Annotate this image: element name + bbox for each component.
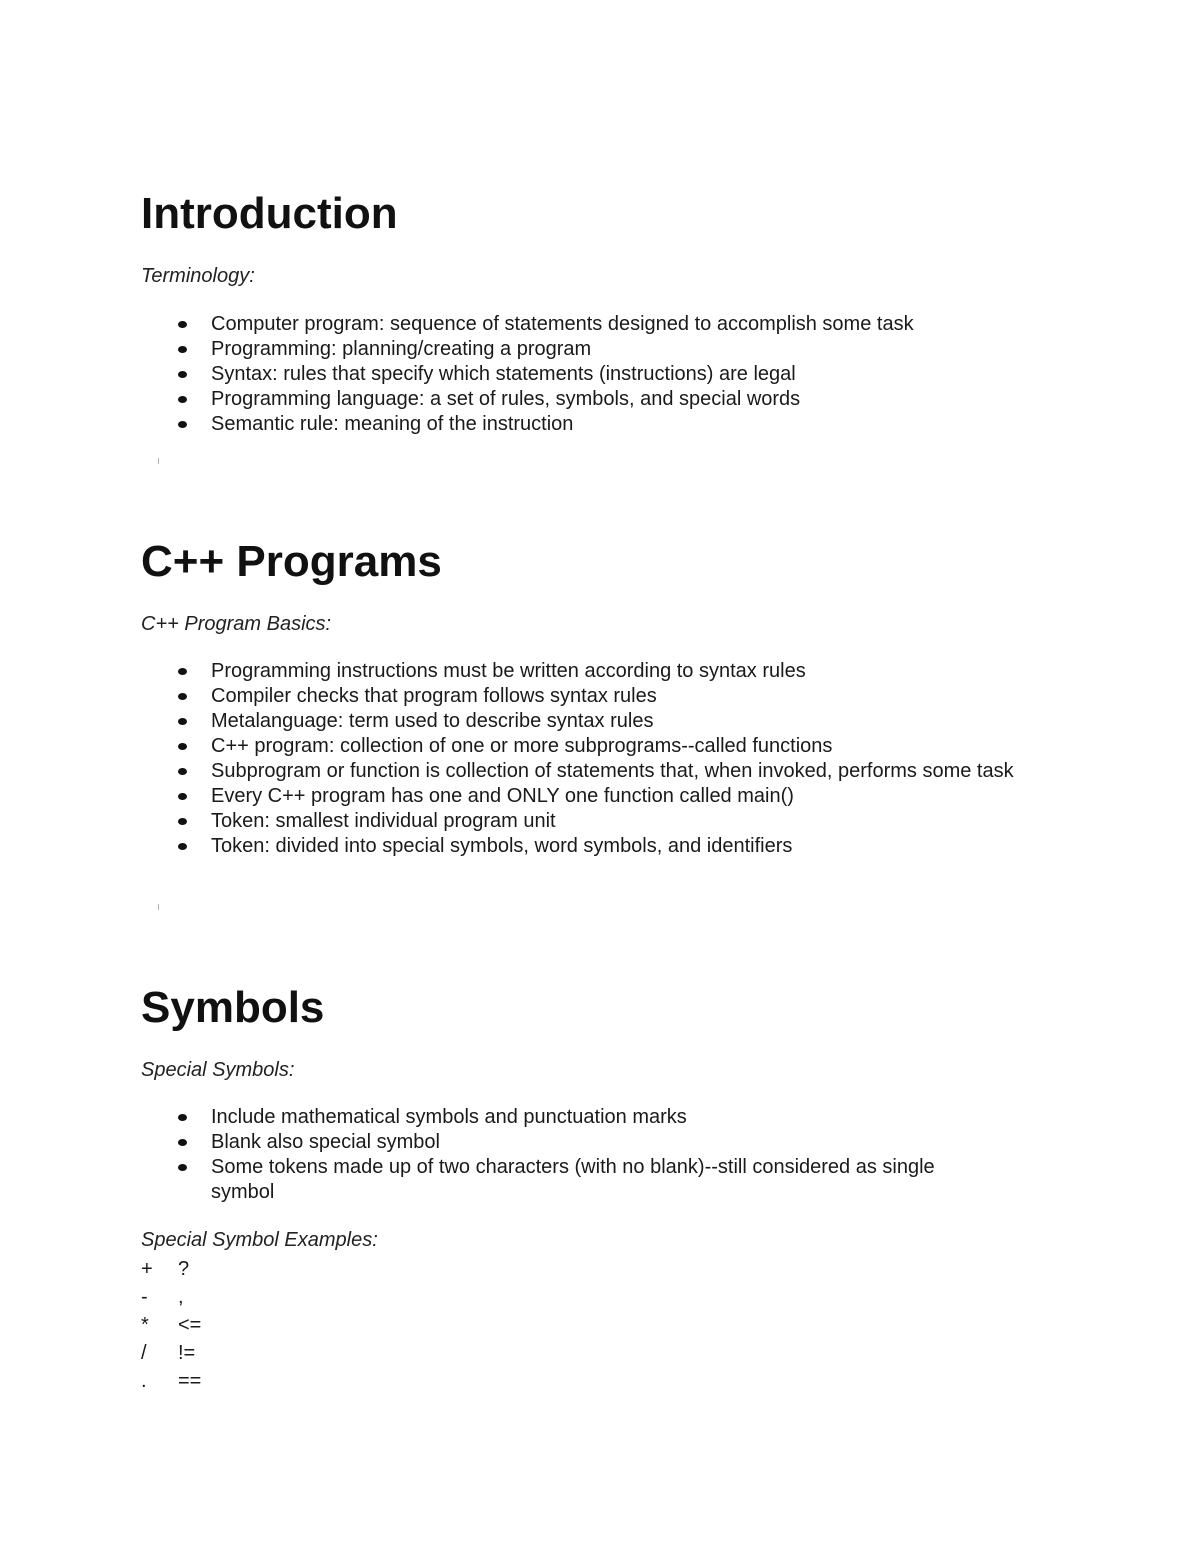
section-introduction [141,188,1041,435]
list-item-text: Metalanguage: term used to describe syntax rules [211,710,654,732]
list-item-text: Subprogram or function is collection of statements that, when invoked, performs some task [211,760,1014,782]
bullet-icon [178,346,187,353]
list-item [141,684,1041,709]
symbol-cell: + [141,1258,153,1280]
bullet-icon [178,1164,187,1171]
list-item [141,734,1041,759]
symbol-cell: / [141,1342,147,1364]
list-item-text: Every C++ program has one and ONLY one function called main() [211,785,794,807]
list-item [141,709,1041,734]
bullet-icon [178,818,187,825]
symbol-cell: , [178,1286,184,1308]
bullet-icon [178,1139,187,1146]
bullet-icon [178,843,187,850]
bullet-icon [178,718,187,725]
section-symbols [141,982,1041,1392]
list-item-text: Token: smallest individual program unit [211,810,556,832]
list-item [141,312,1041,337]
bullet-icon [178,768,187,775]
list-item [141,1155,1041,1205]
list-item-text: Programming: planning/creating a program [211,338,592,360]
symbol-cell: - [141,1286,148,1308]
bullet-icon [178,396,187,403]
list-item-text: Programming instructions must be written according to syntax rules [211,660,806,682]
symbol-cell: == [178,1370,202,1392]
list-item [141,387,1041,412]
tick-mark [158,458,159,464]
symbol-row [141,1367,341,1395]
list-item [141,759,1041,784]
list-item-text: Blank also special symbol [211,1131,440,1153]
list-item [141,659,1041,684]
section-heading-introduction: Introduction [141,189,398,238]
section-cpp-programs [141,536,1041,857]
symbol-row [141,1283,341,1311]
symbol-cell: * [141,1314,149,1336]
list-item-text: Some tokens made up of two characters (with no blank)--still considered as single symbol [211,1156,935,1203]
list-item-text: Semantic rule: meaning of the instruction [211,413,574,435]
section-heading-symbols: Symbols [141,983,325,1032]
symbol-cell: ? [178,1258,190,1280]
bullet-list-terminology [141,312,1041,437]
section-heading-cpp-programs: C++ Programs [141,537,442,586]
bullet-icon [178,743,187,750]
symbol-row [141,1255,341,1283]
symbol-cell: . [141,1370,147,1392]
bullet-icon [178,371,187,378]
bullet-list-special-symbols [141,1105,1041,1205]
list-item [141,784,1041,809]
list-item [141,1130,1041,1155]
list-item [141,1105,1041,1130]
symbol-examples-table [141,1255,341,1395]
bullet-icon [178,321,187,328]
list-item-text: Compiler checks that program follows syntax rules [211,685,657,707]
list-item-text: Computer program: sequence of statements designed to accomplish some task [211,313,914,335]
section-subtitle-special-symbols: Special Symbols: [141,1059,295,1081]
symbol-cell: <= [178,1314,202,1336]
list-item [141,337,1041,362]
symbol-cell: != [178,1342,196,1364]
list-item [141,412,1041,437]
symbol-row [141,1311,341,1339]
section-subtitle-program-basics: C++ Program Basics: [141,613,332,635]
bullet-icon [178,668,187,675]
list-item-text: Syntax: rules that specify which statements (instructions) are legal [211,363,796,385]
list-item [141,809,1041,834]
bullet-list-program-basics [141,659,1041,859]
symbol-row [141,1339,341,1367]
section-subtitle-terminology: Terminology: [141,265,255,287]
section-subtitle-symbol-examples: Special Symbol Examples: [141,1229,378,1251]
list-item-text: Include mathematical symbols and punctuation marks [211,1106,687,1128]
bullet-icon [178,1114,187,1121]
list-item-text: Programming language: a set of rules, symbols, and special words [211,388,801,410]
bullet-icon [178,793,187,800]
bullet-icon [178,693,187,700]
list-item-text: C++ program: collection of one or more subprograms--called functions [211,735,833,757]
list-item-text: Token: divided into special symbols, word symbols, and identifiers [211,835,793,857]
list-item [141,362,1041,387]
tick-mark [158,904,159,910]
bullet-icon [178,421,187,428]
list-item [141,834,1041,859]
